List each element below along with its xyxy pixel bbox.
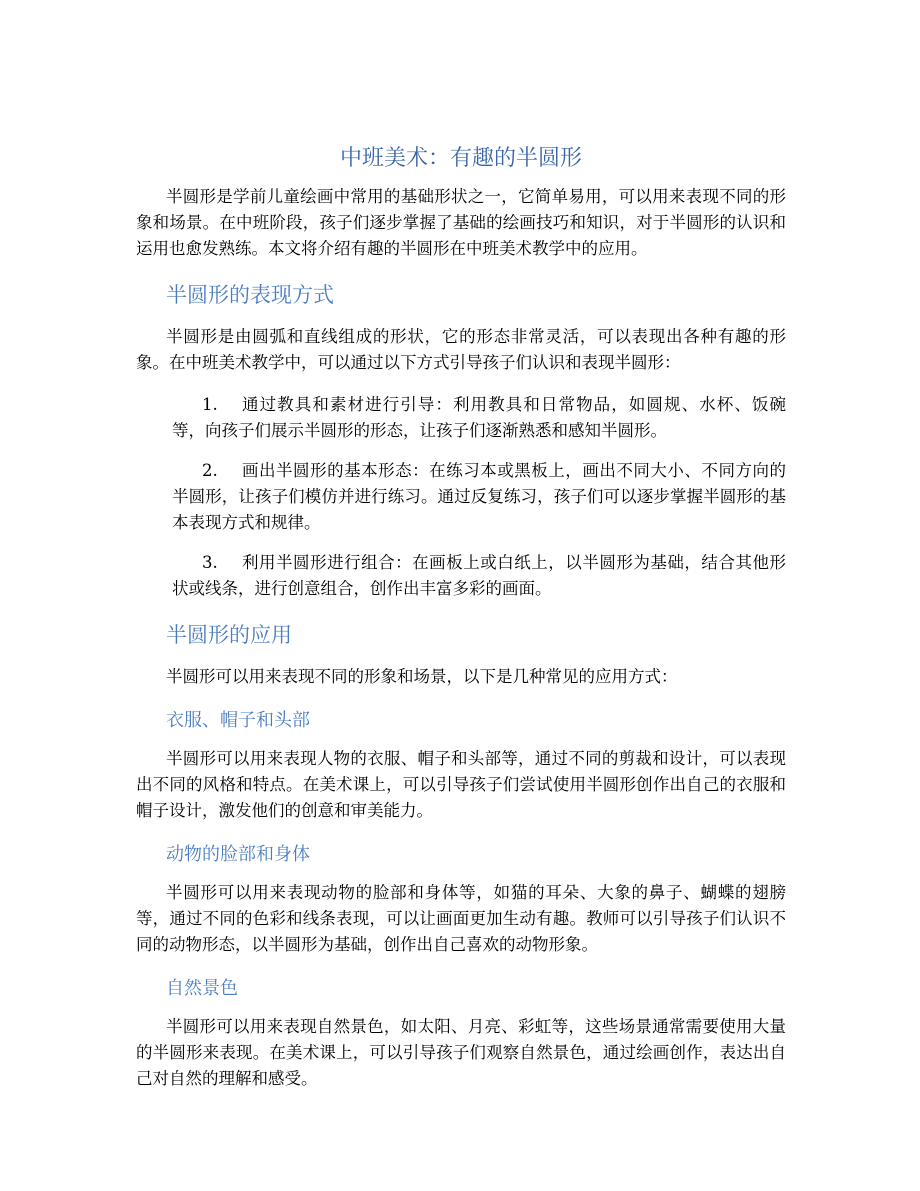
subsection-paragraph-nature: 半圆形可以用来表现自然景色，如太阳、月亮、彩虹等，这些场景通常需要使用大量的半圆形来表现。在美术课上，可以引导孩子们观察自然景色，通过绘画创作，表达出自己对自然的理解和感受。 <box>136 1017 786 1088</box>
document-page <box>136 140 786 1108</box>
intro-paragraph: 半圆形是学前儿童绘画中常用的基础形状之一，它简单易用，可以用来表现不同的形象和场景。在中班阶段，孩子们逐步掌握了基础的绘画技巧和知识，对于半圆形的认识和运用也愈发熟练。本文将介绍有趣的半圆形在中班美术教学中的应用。 <box>136 187 786 258</box>
list-item <box>172 458 786 536</box>
subsection-paragraph-clothing: 半圆形可以用来表现人物的衣服、帽子和头部等，通过不同的剪裁和设计，可以表现出不同的风格和特点。在美术课上，可以引导孩子们尝试使用半圆形创作出自己的衣服和帽子设计，激发他们的创意和审美能力。 <box>136 749 786 820</box>
subsection-heading-nature: 自然景色 <box>166 978 238 999</box>
page-title: 中班美术：有趣的半圆形 <box>339 146 582 171</box>
list-item-number: 2. <box>202 461 218 480</box>
method-list <box>136 392 786 602</box>
subsection-heading-clothing: 衣服、帽子和头部 <box>166 710 310 731</box>
section-paragraph-application: 半圆形可以用来表现不同的形象和场景，以下是几种常见的应用方式： <box>166 667 678 686</box>
list-item <box>172 550 786 602</box>
list-item-number: 1. <box>202 395 218 414</box>
list-item <box>172 392 786 444</box>
list-item-text: 画出半圆形的基本形态：在练习本或黑板上，画出不同大小、不同方向的半圆形，让孩子们模仿并进行练习。通过反复练习，孩子们可以逐步掌握半圆形的基本表现方式和规律。 <box>172 461 786 532</box>
list-item-text: 通过教具和素材进行引导：利用教具和日常物品，如圆规、水杯、饭碗等，向孩子们展示半圆形的形态，让孩子们逐渐熟悉和感知半圆形。 <box>172 395 786 440</box>
section-heading-expression: 半圆形的表现方式 <box>166 283 334 307</box>
section-heading-application: 半圆形的应用 <box>166 623 292 647</box>
subsection-heading-animals: 动物的脸部和身体 <box>166 844 310 865</box>
list-item-text: 利用半圆形进行组合：在画板上或白纸上，以半圆形为基础，结合其他形状或线条，进行创意组合，创作出丰富多彩的画面。 <box>172 553 786 598</box>
subsection-paragraph-animals: 半圆形可以用来表现动物的脸部和身体等，如猫的耳朵、大象的鼻子、蝴蝶的翅膀等，通过不同的色彩和线条表现，可以让画面更加生动有趣。教师可以引导孩子们认识不同的动物形态，以半圆形为基础，创作出自己喜欢的动物形象。 <box>136 883 786 954</box>
list-item-number: 3. <box>202 553 218 572</box>
section-paragraph-expression: 半圆形是由圆弧和直线组成的形状，它的形态非常灵活，可以表现出各种有趣的形象。在中班美术教学中，可以通过以下方式引导孩子们认识和表现半圆形： <box>136 327 786 372</box>
